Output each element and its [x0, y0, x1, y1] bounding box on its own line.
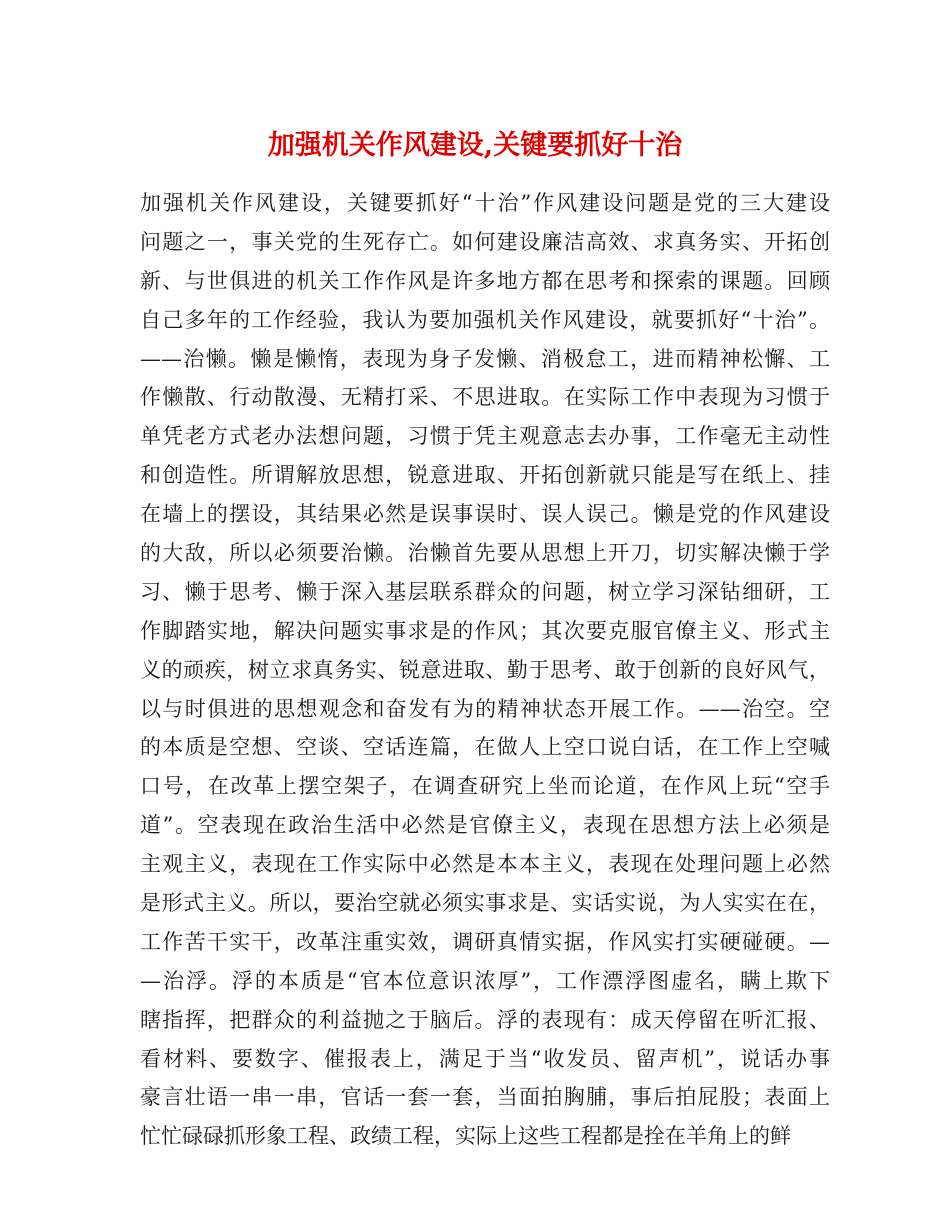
body-line: 瞎指挥，把群众的利益抛之于脑后。浮的表现有：成天停留在听汇报、 [140, 1007, 830, 1032]
body-line: 的大敌，所以必须要治懒。治懒首先要从思想上开刀，切实解决懒于学 [140, 541, 830, 566]
body-line: 的本质是空想、空谈、空话连篇，在做人上空口说白话，在工作上空喊 [140, 735, 830, 760]
body-line: 工作苦干实干，改革注重实效，调研真情实据，作风实打实硬碰硬。— [140, 929, 830, 954]
body-line: —治浮。浮的本质是“官本位意识浓厚”，工作漂浮图虚名，瞒上欺下 [140, 968, 830, 993]
body-line: 习、懒于思考、懒于深入基层联系群众的问题，树立学习深钻细研，工 [140, 579, 830, 604]
body-line: 以与时俱进的思想观念和奋发有为的精神状态开展工作。——治空。空 [140, 696, 830, 721]
body-line: 义的顽疾，树立求真务实、锐意进取、勤于思考、敢于创新的良好风气， [140, 657, 830, 682]
body-line: 看材料、要数字、催报表上，满足于当“收发员、留声机”，说话办事 [140, 1046, 830, 1071]
document-title: 加强机关作风建设,关键要抓好十治 [267, 130, 683, 161]
body-line: 单凭老方式老办法想问题，习惯于凭主观意志去办事，工作毫无主动性 [140, 424, 830, 449]
body-line: 新、与世俱进的机关工作作风是许多地方都在思考和探索的课题。回顾 [140, 268, 830, 293]
body-line: 豪言壮语一串一串，官话一套一套，当面拍胸脯，事后拍屁股；表面上 [140, 1085, 830, 1110]
body-line: 和创造性。所谓解放思想，锐意进取、开拓创新就只能是写在纸上、挂 [140, 463, 830, 488]
body-line: 主观主义，表现在工作实际中必然是本本主义，表现在处理问题上必然 [140, 852, 830, 877]
body-line: 口号，在改革上摆空架子，在调查研究上坐而论道，在作风上玩“空手 [140, 774, 830, 799]
body-line: 是形式主义。所以，要治空就必须实事求是、实话实说，为人实实在在， [140, 891, 830, 916]
body-line: 道”。空表现在政治生活中必然是官僚主义，表现在思想方法上必须是 [140, 813, 830, 838]
body-line: 作脚踏实地，解决问题实事求是的作风；其次要克服官僚主义、形式主 [140, 618, 830, 643]
body-line: 自己多年的工作经验，我认为要加强机关作风建设，就要抓好“十治”。 [140, 307, 830, 332]
body-line: 问题之一，事关党的生死存亡。如何建设廉洁高效、求真务实、开拓创 [140, 229, 830, 254]
document-body [140, 184, 830, 1156]
body-line: ——治懒。懒是懒惰，表现为身子发懒、消极怠工，进而精神松懈、工 [140, 346, 830, 371]
body-line: 忙忙碌碌抓形象工程、政绩工程，实际上这些工程都是拴在羊角上的鲜 [140, 1124, 791, 1149]
body-line: 作懒散、行动散漫、无精打采、不思进取。在实际工作中表现为习惯于 [140, 385, 830, 410]
body-line: 加强机关作风建设，关键要抓好“十治”作风建设问题是党的三大建设 [140, 191, 830, 215]
body-line: 在墙上的摆设，其结果必然是误事误时、误人误己。懒是党的作风建设 [140, 502, 830, 527]
